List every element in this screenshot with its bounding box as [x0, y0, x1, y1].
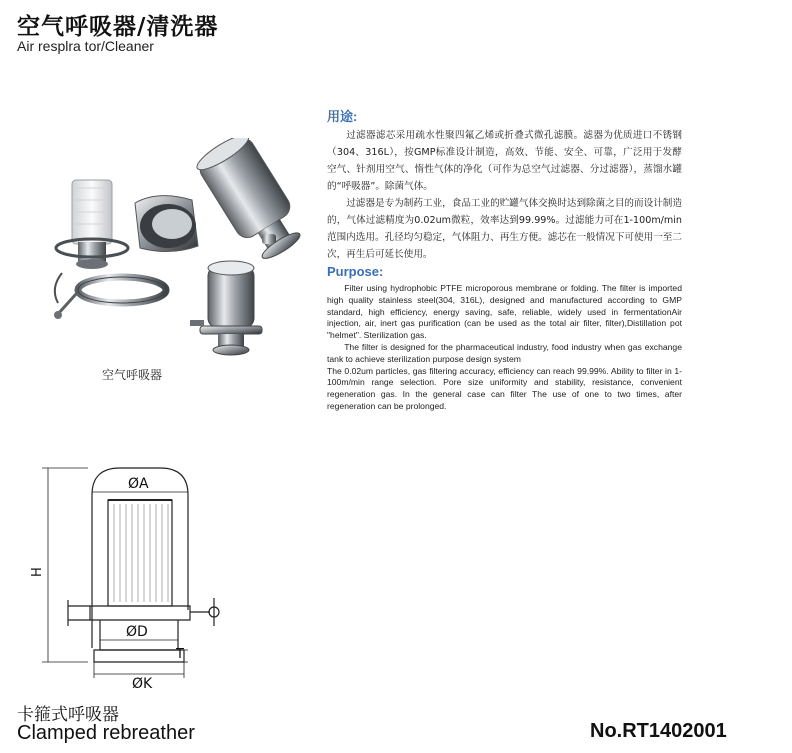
purpose-paragraph: Filter using hydrophobic PTFE microporous membrane or folding. The filter is imported high quality stainless steel(304, 316L), designed and manufactured according to GMP standard, high efficiency, energy saving, safe, reliable, widely used in fermentationAir injection, air, inert gas purification (can be used as the total air filter, filter),Distillation pot "helmet". Sterilization gas. [327, 283, 682, 341]
model-number: No.RT1402001 [590, 720, 727, 742]
usage-paragraph: 过滤器滤芯采用疏水性聚四氟乙烯或折叠式微孔滤膜。滤器为优质进口不锈钢（304、316L），按GMP标准设计制造，高效、节能、安全、可靠，广泛用于发酵空气、针剂用空气、惰性气体的净化（可作为总空气过滤器、分过滤器），蒸馏水罐的“呼吸器”。除菌气体。 [327, 130, 682, 192]
filter-cartridge-icon [55, 180, 128, 303]
usage-paragraph: 过滤器是专为制药工业，食品工业的贮罐气体交换时达到除菌之目的而设计制造的，气体过滤精度为0.02um微粒，效率达到99.99%。过滤能力可在1-100m/min范围内选用。孔径均匀稳定，气体阻力、再生方便。滤芯在一般情况下可使用一至二次，再生后可延长使用。 [327, 198, 682, 260]
purpose-paragraph: The 0.02um particles, gas filtering accuracy, efficiency can reach 99.99%. Ability to filter in 1-100m/min range selection. Pore size uniformity and stability, resistance, convenient regeneration gas. In the general case can filter The use of one to two times, after regeneration can be prolonged. [327, 365, 682, 411]
dimension-label-d: ØD [126, 624, 148, 640]
purpose-heading: Purpose: [327, 264, 384, 279]
page-title-cn: 空气呼吸器/清洗器 [17, 14, 219, 40]
clamp-ring-icon [54, 277, 166, 319]
product-name-en: Clamped rebreather [17, 722, 195, 744]
product-photo [40, 138, 308, 366]
dimension-label-k: ØK [132, 676, 153, 692]
filter-housing-icon [193, 138, 308, 267]
dimension-label-h: H [30, 567, 45, 577]
technical-drawing [28, 460, 248, 695]
purpose-paragraph: The filter is designed for the pharmaceutical industry, food industry when gas exchange tank to achieve sterilization purpose design system [327, 341, 682, 364]
filter-cap-icon [135, 196, 198, 252]
dimension-label-a: ØA [128, 476, 149, 492]
dimension-label-t: T [176, 647, 184, 662]
product-name-cn: 卡箍式呼吸器 [17, 705, 119, 725]
usage-heading: 用途: [327, 109, 358, 124]
breather-unit-icon [190, 261, 262, 355]
usage-section [327, 106, 682, 263]
photo-caption: 空气呼吸器 [102, 368, 163, 382]
page-title-en: Air resplra tor/Cleaner [17, 38, 154, 54]
purpose-section [327, 264, 682, 413]
